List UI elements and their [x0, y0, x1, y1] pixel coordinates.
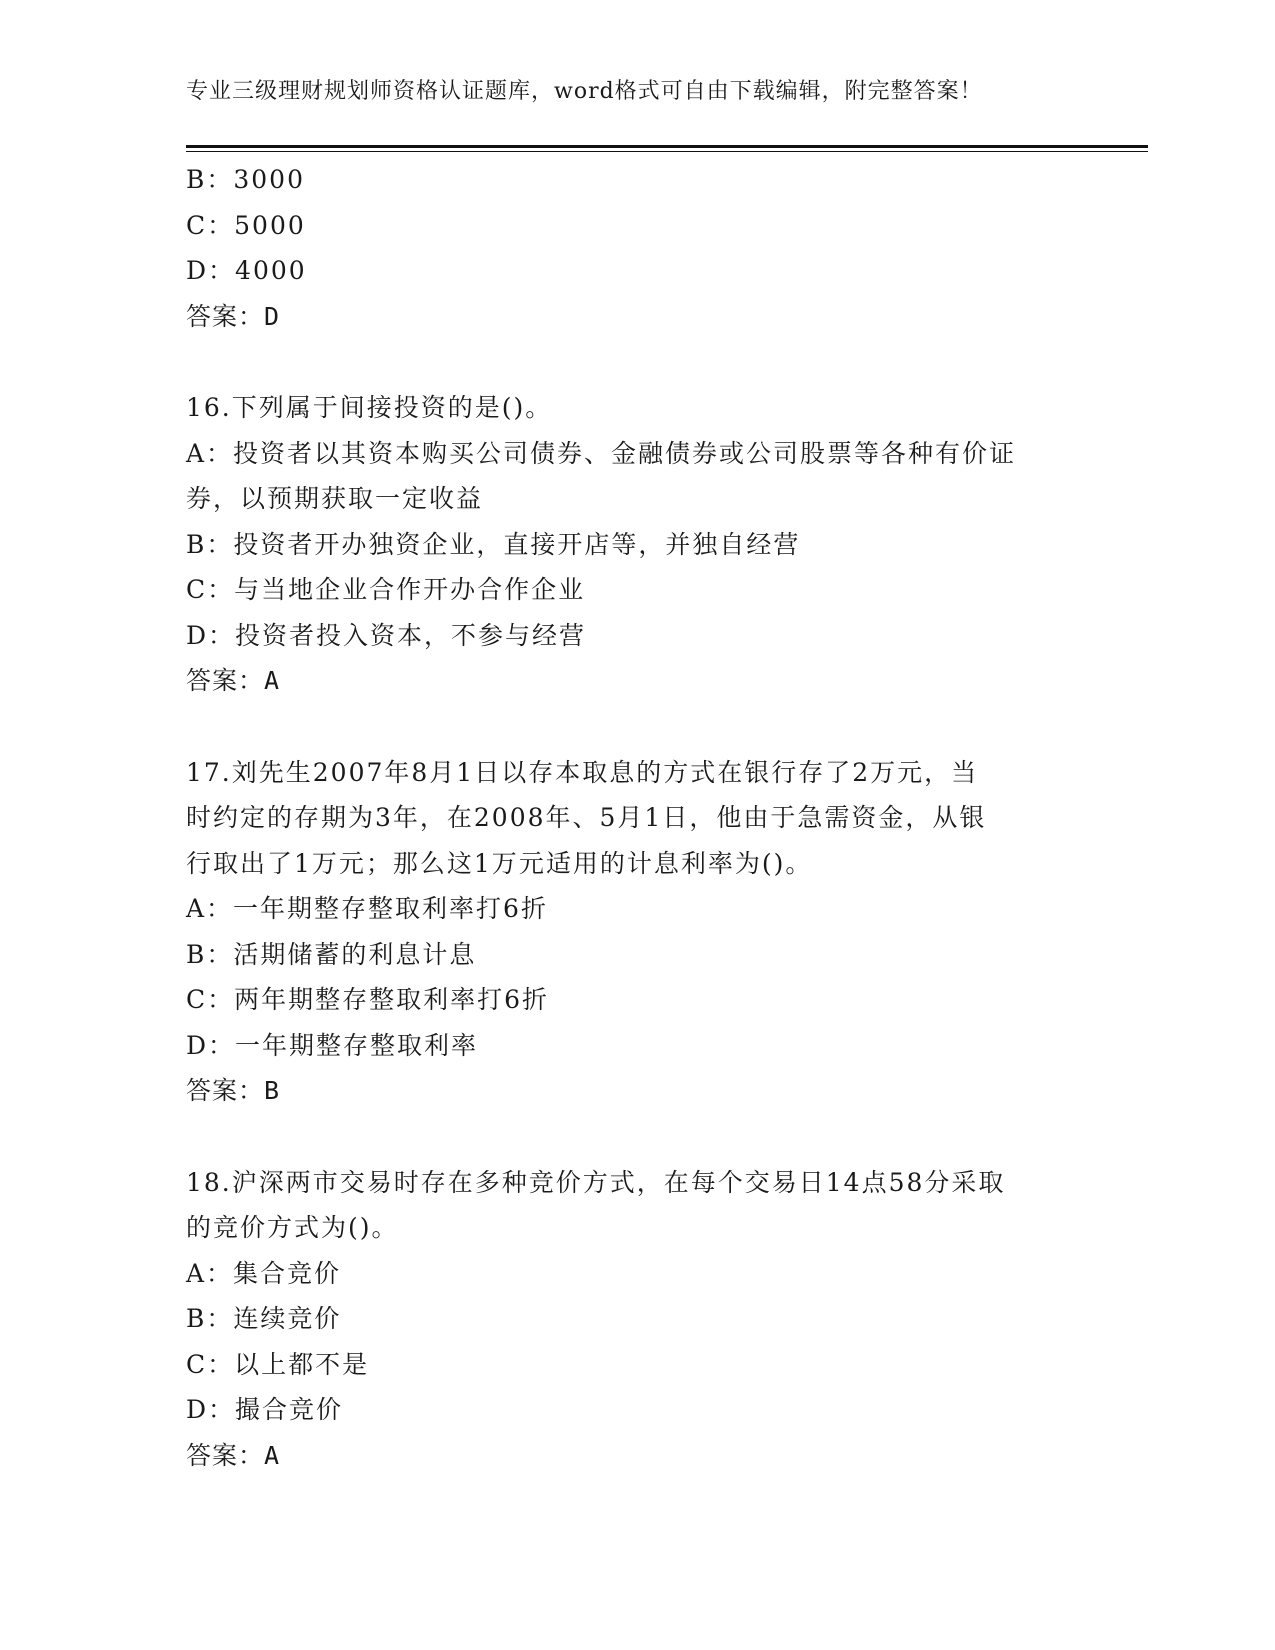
option-a-continued: 券，以预期获取一定收益 [186, 484, 484, 513]
question-stem: 17.刘先生2007年8月1日以存本取息的方式在银行存了2万元，当 [186, 757, 979, 787]
option-c: C：5000 [186, 210, 306, 240]
answer-line: 答案：B [186, 1076, 281, 1105]
option-b: B：连续竞价 [186, 1304, 342, 1333]
header-rule-thin [186, 151, 1148, 152]
option-b: B：3000 [186, 165, 305, 194]
header-rule-thick [186, 145, 1148, 148]
question-15 [186, 157, 1086, 339]
option-d: D：撮合竞价 [186, 1395, 344, 1424]
spacer [186, 1114, 1086, 1160]
option-d: D：一年期整存整取利率 [186, 1030, 479, 1060]
question-stem: 16.下列属于间接投资的是()。 [186, 393, 553, 422]
question-stem: 18.沪深两市交易时存在多种竞价方式，在每个交易日14点58分采取 [186, 1167, 1006, 1197]
option-b: B：活期储蓄的利息计息 [186, 939, 477, 969]
question-16 [186, 385, 1086, 704]
question-stem-continued: 行取出了1万元；那么这1万元适用的计息利率为()。 [186, 848, 813, 878]
spacer [186, 339, 1086, 385]
option-a: A：集合竞价 [186, 1258, 342, 1288]
question-18 [186, 1160, 1086, 1479]
option-c: C：两年期整存整取利率打6折 [186, 985, 550, 1014]
answer-line: 答案：A [186, 666, 281, 695]
question-stem-continued: 的竞价方式为()。 [186, 1213, 399, 1242]
option-a: A：一年期整存整取利率打6折 [186, 894, 548, 923]
option-c: C：以上都不是 [186, 1349, 370, 1379]
question-content [186, 157, 1086, 1478]
answer-line: 答案：D [186, 301, 281, 331]
option-d: D：投资者投入资本，不参与经营 [186, 620, 587, 650]
option-d: D：4000 [186, 256, 307, 285]
answer-line: 答案：A [186, 1440, 281, 1470]
question-17 [186, 750, 1086, 1114]
spacer [186, 704, 1086, 750]
option-a: A：投资者以其资本购买公司债券、金融债券或公司股票等各种有价证 [186, 438, 1017, 468]
page-header: 专业三级理财规划师资格认证题库，word格式可自由下载编辑，附完整答案！ [186, 79, 983, 104]
option-b: B：投资者开办独资企业，直接开店等，并独自经营 [186, 529, 801, 559]
option-c: C：与当地企业合作开办合作企业 [186, 575, 586, 604]
question-stem-continued: 时约定的存期为3年，在2008年、5月1日，他由于急需资金，从银 [186, 803, 987, 832]
